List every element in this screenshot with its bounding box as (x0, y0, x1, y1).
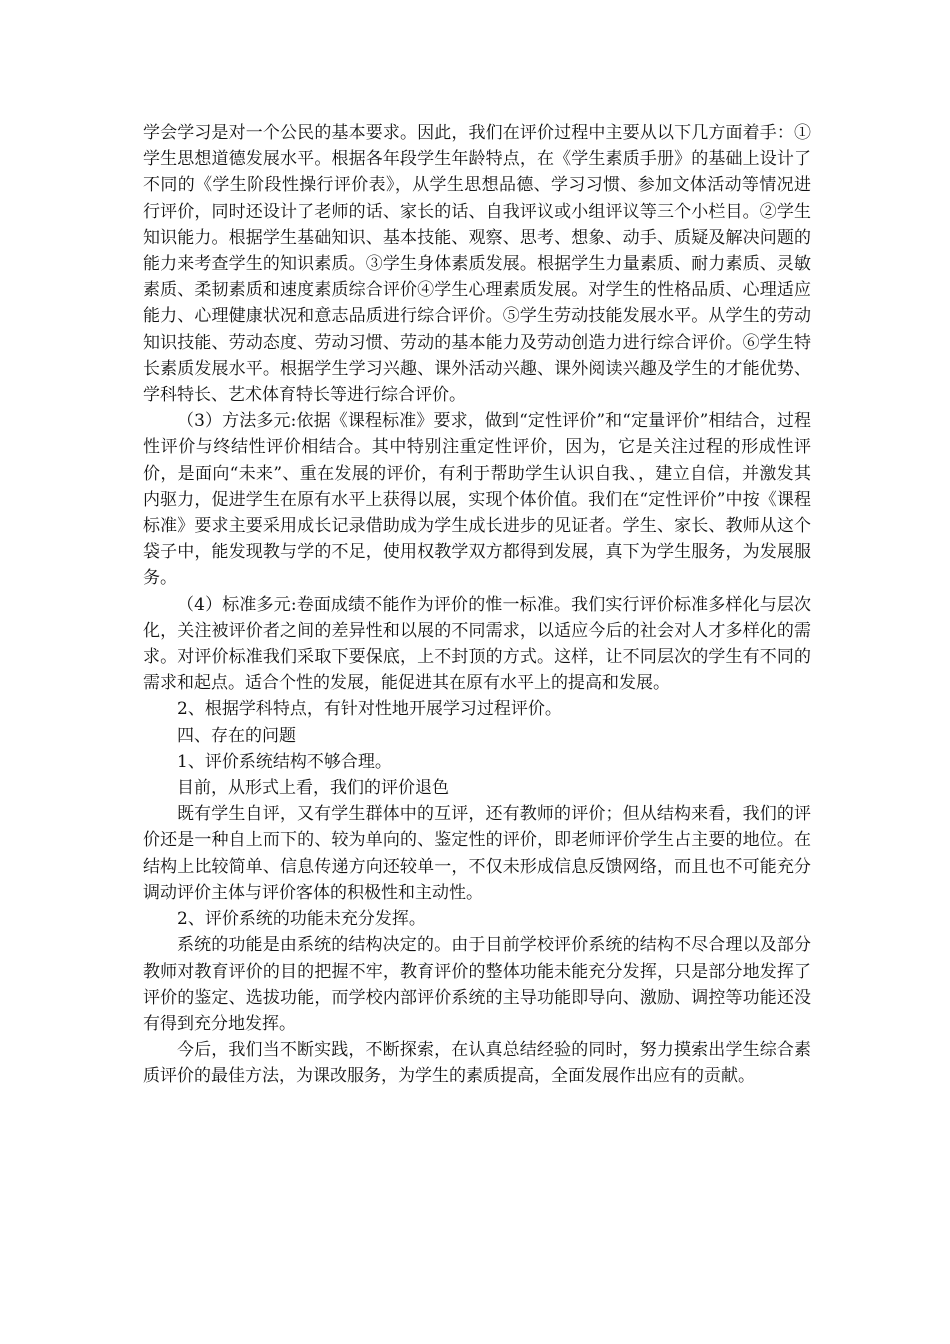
paragraph-continuation: 学会学习是对一个公民的基本要求。因此，我们在评价过程中主要从以下几方面着手：①学生思想道德发展水平。根据各年段学生年龄特点，在《学生素质手册》的基础上设计了不同的《学生阶段性操行评价表》，从学生思想品德、学习习惯、参加文体活动等情况进行评价，同时还设计了老师的话、家长的话、自我评议或小组评议等三个小栏目。②学生知识能力。根据学生基础知识、基本技能、观察、思考、想象、动手、质疑及解决问题的能力来考查学生的知识素质。③学生身体素质发展。根据学生力量素质、耐力素质、灵敏素质、柔韧素质和速度素质综合评价④学生心理素质发展。对学生的性格品质、心理适应能力、心理健康状况和意志品质进行综合评价。⑤学生劳动技能发展水平。从学生的劳动知识技能、劳动态度、劳动习惯、劳动的基本能力及劳动创造力进行综合评价。⑥学生特长素质发展水平。根据学生学习兴趣、课外活动兴趣、课外阅读兴趣及学生的才能优势、学科特长、艺术体育特长等进行综合评价。 (143, 123, 811, 406)
paragraph-method-diversity: （3）方法多元:依据《课程标准》要求，做到“定性评价”和“定量评价”相结合，过程性评价与终结性评价相结合。其中特别注重定性评价，因为，它是关注过程的形成性评价，是面向“未来”、重在发展的评价，有利于帮助学生认识自我、，建立自信，并激发其内驱力，促进学生在原有水平上获得以展，实现个体价值。我们在“定性评价”中按《课程标准》要求主要采用成长记录借助成为学生成长进步的见证者。学生、家长、教师从这个袋子中，能发现教与学的不足，使用权教学双方都得到发展，真下为学生服务，为发展服务。 (143, 411, 811, 589)
section-heading-problems: 四、存在的问题 (177, 725, 296, 746)
subheading-function: 2、评价系统的功能未充分发挥。 (177, 909, 426, 930)
paragraph-standard-diversity: （4）标准多元:卷面成绩不能作为评价的惟一标准。我们实行评价标准多样化与层次化，关注被评价者之间的差异性和以展的不同需求，以适应今后的社会对人才多样化的需求。对评价标准我们采取下要保底，上不封顶的方式。这样，让不同层次的学生有不同的需求和起点。适合个性的发展，能促进其在原有水平上的提高和发展。 (143, 594, 811, 694)
paragraph-conclusion: 今后，我们当不断实践，不断探索，在认真总结经验的同时，努力摸索出学生综合素质评价的最佳方法，为课改服务，为学生的素质提高，全面发展作出应有的贡献。 (143, 1040, 811, 1087)
paragraph-current-form: 目前，从形式上看，我们的评价退色 (177, 778, 449, 799)
paragraph-function-analysis: 系统的功能是由系统的结构决定的。由于目前学校评价系统的结构不尽合理以及部分教师对教育评价的目的把握不牢，教育评价的整体功能未能充分发挥，只是部分地发挥了评价的鉴定、选拔功能，而学校内部评价系统的主导功能即导向、激励、调控等功能还没有得到充分地发挥。 (143, 935, 811, 1034)
document-body (143, 120, 811, 1090)
paragraph-structure-analysis: 既有学生自评，又有学生群体中的互评，还有教师的评价；但从结构来看，我们的评价还是一种自上而下的、较为单向的、鉴定性的评价，即老师评价学生占主要的地位。在结构上比较简单、信息传递方向还较单一，不仅未形成信息反馈网络，而且也不可能充分调动评价主体与评价客体的积极性和主动性。 (143, 804, 811, 903)
subheading-structure: 1、评价系统结构不够合理。 (177, 751, 392, 772)
paragraph-subject-evaluation: 2、根据学科特点，有针对性地开展学习过程评价。 (177, 699, 562, 720)
